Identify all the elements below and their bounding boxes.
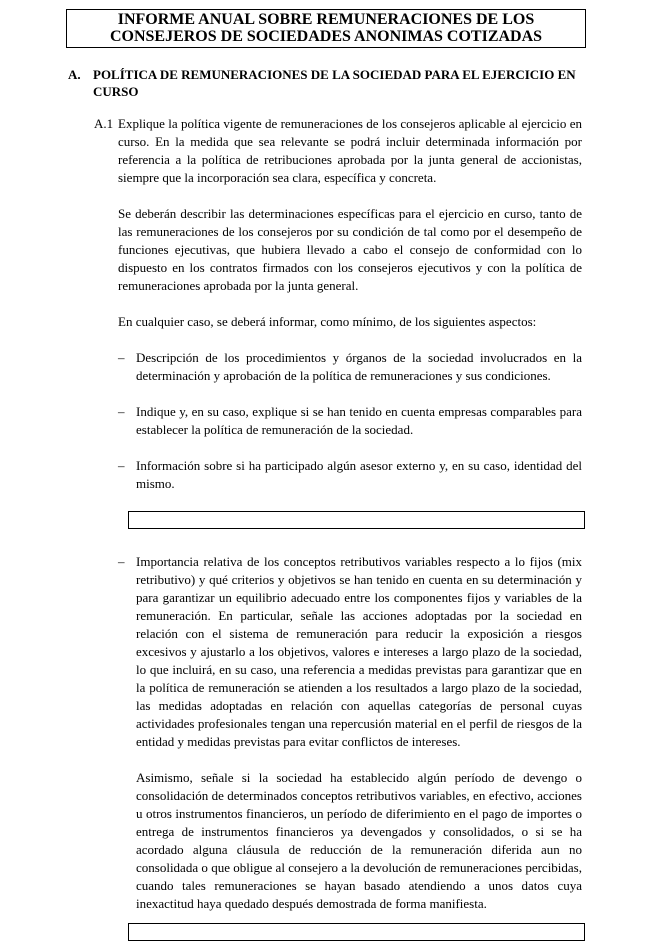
a1-paragraph-2: Se deberán describir las determinaciones específicas para el ejercicio en curso, tanto de las remuneraciones de los consejeros por su condición de tal como por el desempeño de funciones ejecutivas, que hubiera llevado a cabo el consejo de conformidad con lo dispuesto en los contratos firmados con los consejeros ejecutivos y con la política de remuneraciones aprobada por la junta general.	[118, 206, 582, 293]
bullet-item	[118, 553, 582, 751]
bullet-text: Descripción de los procedimientos y órganos de la sociedad involucrados en la determinación y aprobación de la política de remuneraciones y sus condiciones.	[136, 350, 582, 383]
question-a1-body	[118, 115, 582, 941]
bullet-item	[118, 457, 582, 493]
bullet-text: Importancia relativa de los conceptos retributivos variables respecto a lo fijos (mix retributivo) y qué criterios y objetivos se han tenido en cuenta en su determinación y para garantizar un equilibrio adecuado entre los componentes fijos y variables de la remuneración. En particular, señale las acciones adoptadas por la sociedad en relación con el sistema de remuneración para reducir la exposición a riesgos excesivos y ajustarlo a los objetivos, valores e intereses a largo plazo de la sociedad, lo que incluirá, en su caso, una referencia a medidas previstas para garantizar que en la política de remuneración se atienden a los resultados a largo plazo de la sociedad, las medidas adoptadas en relación con aquellas categorías de personal cuyas actividades profesionales tengan una repercusión material en el perfil de riesgos de la entidad y medidas previstas para evitar conflictos de intereses.	[136, 554, 582, 749]
bullet-dash: –	[118, 458, 125, 473]
bullet-text: Indique y, en su caso, explique si se han tenido en cuenta empresas comparables para establecer la política de remuneración de la sociedad.	[136, 404, 582, 437]
bullet-dash: –	[118, 554, 125, 569]
section-a-title: POLÍTICA DE REMUNERACIONES DE LA SOCIEDAD PARA EL EJERCICIO EN CURSO	[93, 67, 576, 99]
bullet-dash: –	[118, 404, 125, 419]
bullet-dash: –	[118, 350, 125, 365]
section-a-letter: A.	[68, 67, 81, 82]
bullet-item	[118, 403, 582, 439]
report-title-line-1: INFORME ANUAL SOBRE REMUNERACIONES DE LOS	[117, 11, 535, 28]
bullet-text: Información sobre si ha participado algún asesor externo y, en su caso, identidad del mismo.	[136, 458, 582, 491]
report-title-line-2: CONSEJEROS DE SOCIEDADES ANONIMAS COTIZADAS	[109, 28, 543, 45]
section-a-heading	[68, 66, 588, 100]
question-a1-number: A.1	[94, 116, 114, 131]
a1-paragraph-4: Asimismo, señale si la sociedad ha establecido algún período de devengo o consolidación de determinados conceptos retributivos variables, en efectivo, acciones u otros instrumentos financieros, un período de diferimiento en el pago de importes o entrega de instrumentos financieros ya devengados y consolidados, o si se ha acordado alguna cláusula de reducción de la remuneración diferida aun no consolidada o que obligue al consejero a la devolución de remuneraciones percibidas, cuando tales remuneraciones se hayan basado atendiendo a unos datos cuya inexactitud haya quedado después demostrada de forma manifiesta.	[136, 770, 582, 911]
a1-paragraph-1: Explique la política vigente de remuneraciones de los consejeros aplicable al ejercicio en curso. En la medida que sea relevante se podrá incluir determinada información por referencia a la política de retribuciones aprobada por la junta general de accionistas, siempre que la incorporación sea clara, específica y concreta.	[118, 116, 582, 185]
answer-box[interactable]	[128, 923, 585, 941]
answer-box[interactable]	[128, 511, 585, 529]
bullet-item	[118, 349, 582, 385]
report-title-box	[66, 9, 586, 48]
a1-paragraph-3: En cualquier caso, se deberá informar, como mínimo, de los siguientes aspectos:	[118, 314, 537, 329]
